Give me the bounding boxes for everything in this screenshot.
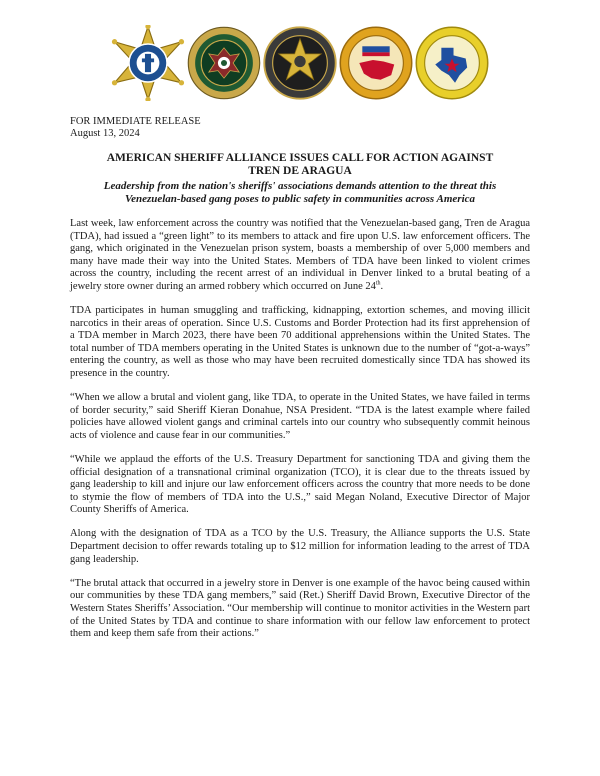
body-paragraph: Along with the designation of TDA as a TCO by the U.S. Treasury, the Alliance supports the U.S. State Department decision to offer rewards totaling up to $12 million for information leading to the arrest of TDA gang leadership. [70,528,530,565]
body-paragraph: Last week, law enforcement across the country was notified that the Venezuelan-based gang, Tren de Aragua (TDA), had issued a “green light” to its members to attack and fire upon U.S. law enforcement officers. The gang, which originated in the Venezuelan prison system, boasts a membership of over 5,000 members and many have made their way into the United States. Members of TDA have been linked to violent crimes across the country, including the recent arrest of an individual in Denver linked to a brutal beating of a jewelry store owner during an armed robbery which occurred on June 24th. [70,218,530,292]
headline [70,152,530,178]
western-states-sheriffs-seal [262,25,338,101]
body-paragraph: “The brutal attack that occurred in a jewelry store in Denver is one example of the havoc being caused within our communities by these TDA gang members,” said (Ret.) Sheriff David Brown, Executive Director of the Western States Sheriffs’ Association. “Our membership will continue to monitor activities in the Western part of the United States by TDA and continue to share information with our fellow law enforcement to protect them and keep them safe from their actions.” [70,577,530,640]
headline-line-2: TREN DE ARAGUA [248,165,352,177]
major-county-sheriffs-seal [186,25,262,101]
subheadline-line-1: Leadership from the nation's sheriffs' associations demands attention to the threat this [103,180,497,192]
logo-row [110,22,490,104]
release-body [70,218,530,652]
release-date: August 13, 2024 [70,128,140,139]
body-paragraph: “While we applaud the efforts of the U.S. Treasury Department for sanctioning TDA and giving them the official designation of a transnational criminal organization (TCO), it is clear due to the threats issued by gang leadership to kill and injure our law enforcement officers across the country that more needs to be done to stymie the flow of members of TDA into the U.S.,” said Megan Noland, Executive Director of Major County Sheriffs of America. [70,454,530,516]
body-paragraph: “When we allow a brutal and violent gang, like TDA, to operate in the United States, we have failed in terms of border security,” said Sheriff Kieran Donahue, NSA President. “TDA is the latest example where failed policies have allowed violent gangs and criminal cartels into our country who subsequently commit heinous acts of violence and cause fear in our communities.” [70,392,530,441]
national-sheriffs-association-seal [110,25,186,101]
subheadline-line-2: Venezuelan-based gang poses to public safety in communities across America [124,193,476,205]
texas-border-sheriffs-coalition-seal [414,25,490,101]
release-label: FOR IMMEDIATE RELEASE [70,116,201,127]
subheadline [70,180,530,206]
southwestern-border-sheriffs-coalition-seal [338,25,414,101]
body-paragraph: TDA participates in human smuggling and trafficking, kidnapping, extortion schemes, and moving illicit narcotics in their areas of operation. Since U.S. Customs and Border Protection had its first apprehension of a TDA member in March 2023, there have been 70 additional apprehensions within the United States. The total number of TDA members operating in the United States is unknown due to the number of “got-a-ways” entering the country, as well as those who may have been recruited domestically since TDA has showed its presence in the country. [70,305,530,380]
release-header [70,116,201,140]
headline-line-1: AMERICAN SHERIFF ALLIANCE ISSUES CALL FOR ACTION AGAINST [106,152,494,164]
